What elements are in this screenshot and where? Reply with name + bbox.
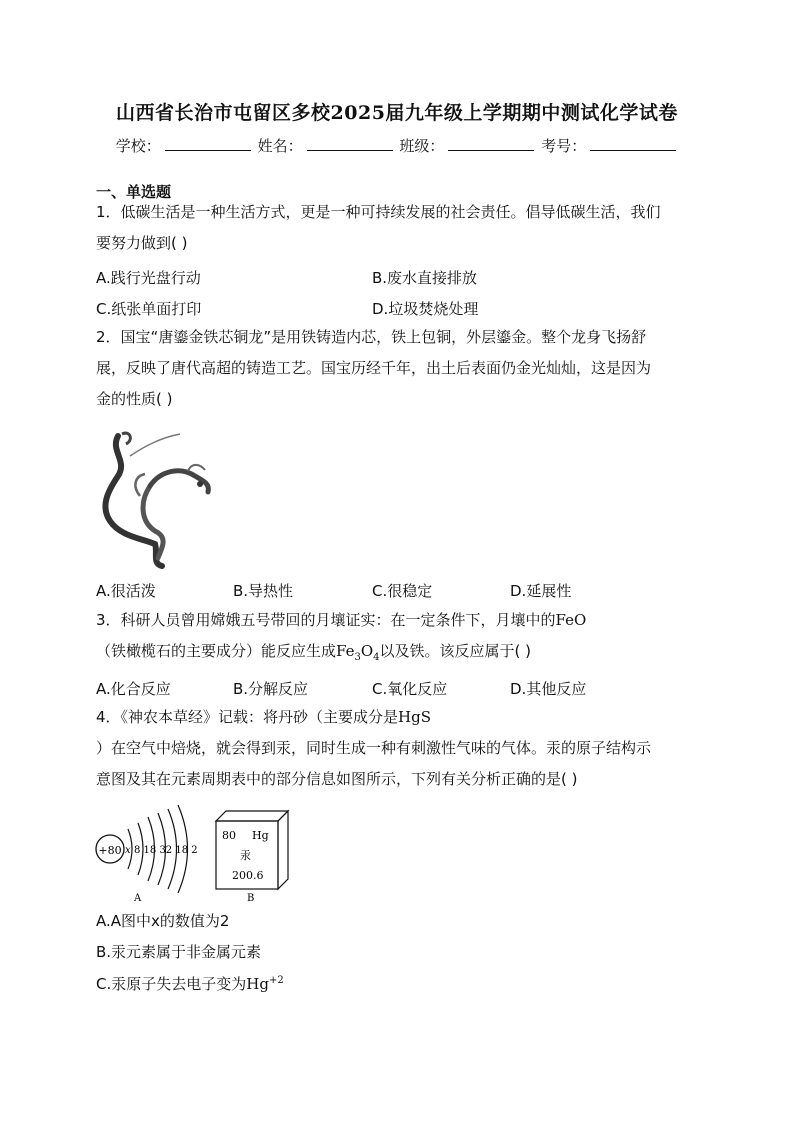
q3-formula-fe3o4 <box>336 642 380 663</box>
periodic-table-cell <box>216 811 288 903</box>
question-4 <box>96 702 698 795</box>
name-label: 姓名： <box>257 137 303 155</box>
electron-shells: 8 18 32 18 2 <box>134 845 198 856</box>
q1-option-a[interactable]: A.践行光盘行动 <box>96 269 201 287</box>
q3-formula-feo: FeO <box>555 611 587 629</box>
q2-line2: 展，反映了唐代高超的铸造工艺。国宝历经千年，出土后表面仍金光灿灿，这是因为 <box>96 359 652 377</box>
page-title: 山西省长治市屯留区多校2025届九年级上学期期中测试化学试卷 <box>116 102 678 124</box>
number-blank[interactable] <box>590 136 676 151</box>
q3-line2-tail: 以及铁。该反应属于( ) <box>379 642 532 660</box>
sub-4: 4 <box>373 652 380 663</box>
student-info-line <box>0 135 794 156</box>
q3-line1 <box>96 605 698 636</box>
atomic-number: 80 <box>222 829 236 842</box>
q2-line1: 2．国宝“唐鎏金铁芯铜龙”是用铁铸造内芯，铁上包铜，外层鎏金。整个龙身飞扬舒 <box>96 328 647 346</box>
q4-line3: 意图及其在元素周期表中的部分信息如图所示，下列有关分析正确的是( ) <box>96 770 578 788</box>
q1-line2: 要努力做到( ) <box>96 234 188 252</box>
element-name: 汞 <box>240 849 251 862</box>
figure-label-a: A <box>134 893 142 903</box>
school-blank[interactable] <box>165 136 251 151</box>
question-3 <box>96 605 698 673</box>
q2-line3: 金的性质( ) <box>96 390 173 408</box>
section-heading: 一、单选题 <box>96 183 172 201</box>
dragon-image <box>100 426 215 571</box>
q4-option-c[interactable] <box>96 973 284 994</box>
q1-option-c[interactable]: C.纸张单面打印 <box>96 300 202 318</box>
hg-charge: +2 <box>268 975 284 986</box>
q3-option-d[interactable]: D.其他反应 <box>510 680 587 698</box>
name-blank[interactable] <box>307 136 393 151</box>
nucleus-charge: +80 <box>98 844 122 857</box>
class-blank[interactable] <box>448 136 534 151</box>
q1-line1: 1．低碳生活是一种生活方式，更是一种可持续发展的社会责任。倡导低碳生活，我们 <box>96 203 661 221</box>
question-1 <box>96 197 698 259</box>
electron-x: x <box>125 845 131 856</box>
q4-line1-text: 4．《神农本草经》记载：将丹砂（主要成分是 <box>96 708 399 726</box>
q2-option-b[interactable]: B.导热性 <box>233 582 294 600</box>
q3-option-b[interactable]: B.分解反应 <box>233 680 309 698</box>
atom-structure-diagram <box>96 805 198 903</box>
number-label: 考号： <box>541 137 587 155</box>
class-label: 班级： <box>399 137 445 155</box>
o-symbol: O <box>360 642 374 660</box>
hg-symbol: Hg <box>246 975 269 993</box>
q3-option-a[interactable]: A.化合反应 <box>96 680 171 698</box>
q3-line1-text: 3．科研人员曾用嫦娥五号带回的月壤证实：在一定条件下，月壤中的 <box>96 611 556 629</box>
q3-line2-text: （铁橄榄石的主要成分）能反应生成 <box>96 642 337 660</box>
q4-line1 <box>96 702 698 733</box>
q1-option-b[interactable]: B.废水直接排放 <box>372 269 478 287</box>
question-2 <box>96 322 698 415</box>
element-symbol: Hg <box>252 829 269 842</box>
q1-option-d[interactable]: D.垃圾焚烧处理 <box>372 300 479 318</box>
q2-option-d[interactable]: D.延展性 <box>510 582 572 600</box>
figure-label-b: B <box>247 893 255 903</box>
q2-option-a[interactable]: A.很活泼 <box>96 582 156 600</box>
q4-option-b[interactable]: B.汞元素属于非金属元素 <box>96 943 262 961</box>
q4-formula-hgs: HgS <box>398 708 432 726</box>
mercury-figure <box>94 803 304 903</box>
q2-option-c[interactable]: C.很稳定 <box>372 582 433 600</box>
q4-line2: ）在空气中焙烧，就会得到汞，同时生成一种有刺激性气味的气体。汞的原子结构示 <box>96 739 652 757</box>
q3-line2 <box>96 636 698 673</box>
sub-3: 3 <box>354 652 361 663</box>
school-label: 学校： <box>115 137 161 155</box>
q3-option-c[interactable]: C.氧化反应 <box>372 680 448 698</box>
q4-option-a[interactable]: A.A图中x的数值为2 <box>96 912 230 930</box>
atomic-mass: 200.6 <box>232 869 264 882</box>
fe-symbol: Fe <box>336 642 355 660</box>
q4-option-c-text: C.汞原子失去电子变为 <box>96 975 247 993</box>
